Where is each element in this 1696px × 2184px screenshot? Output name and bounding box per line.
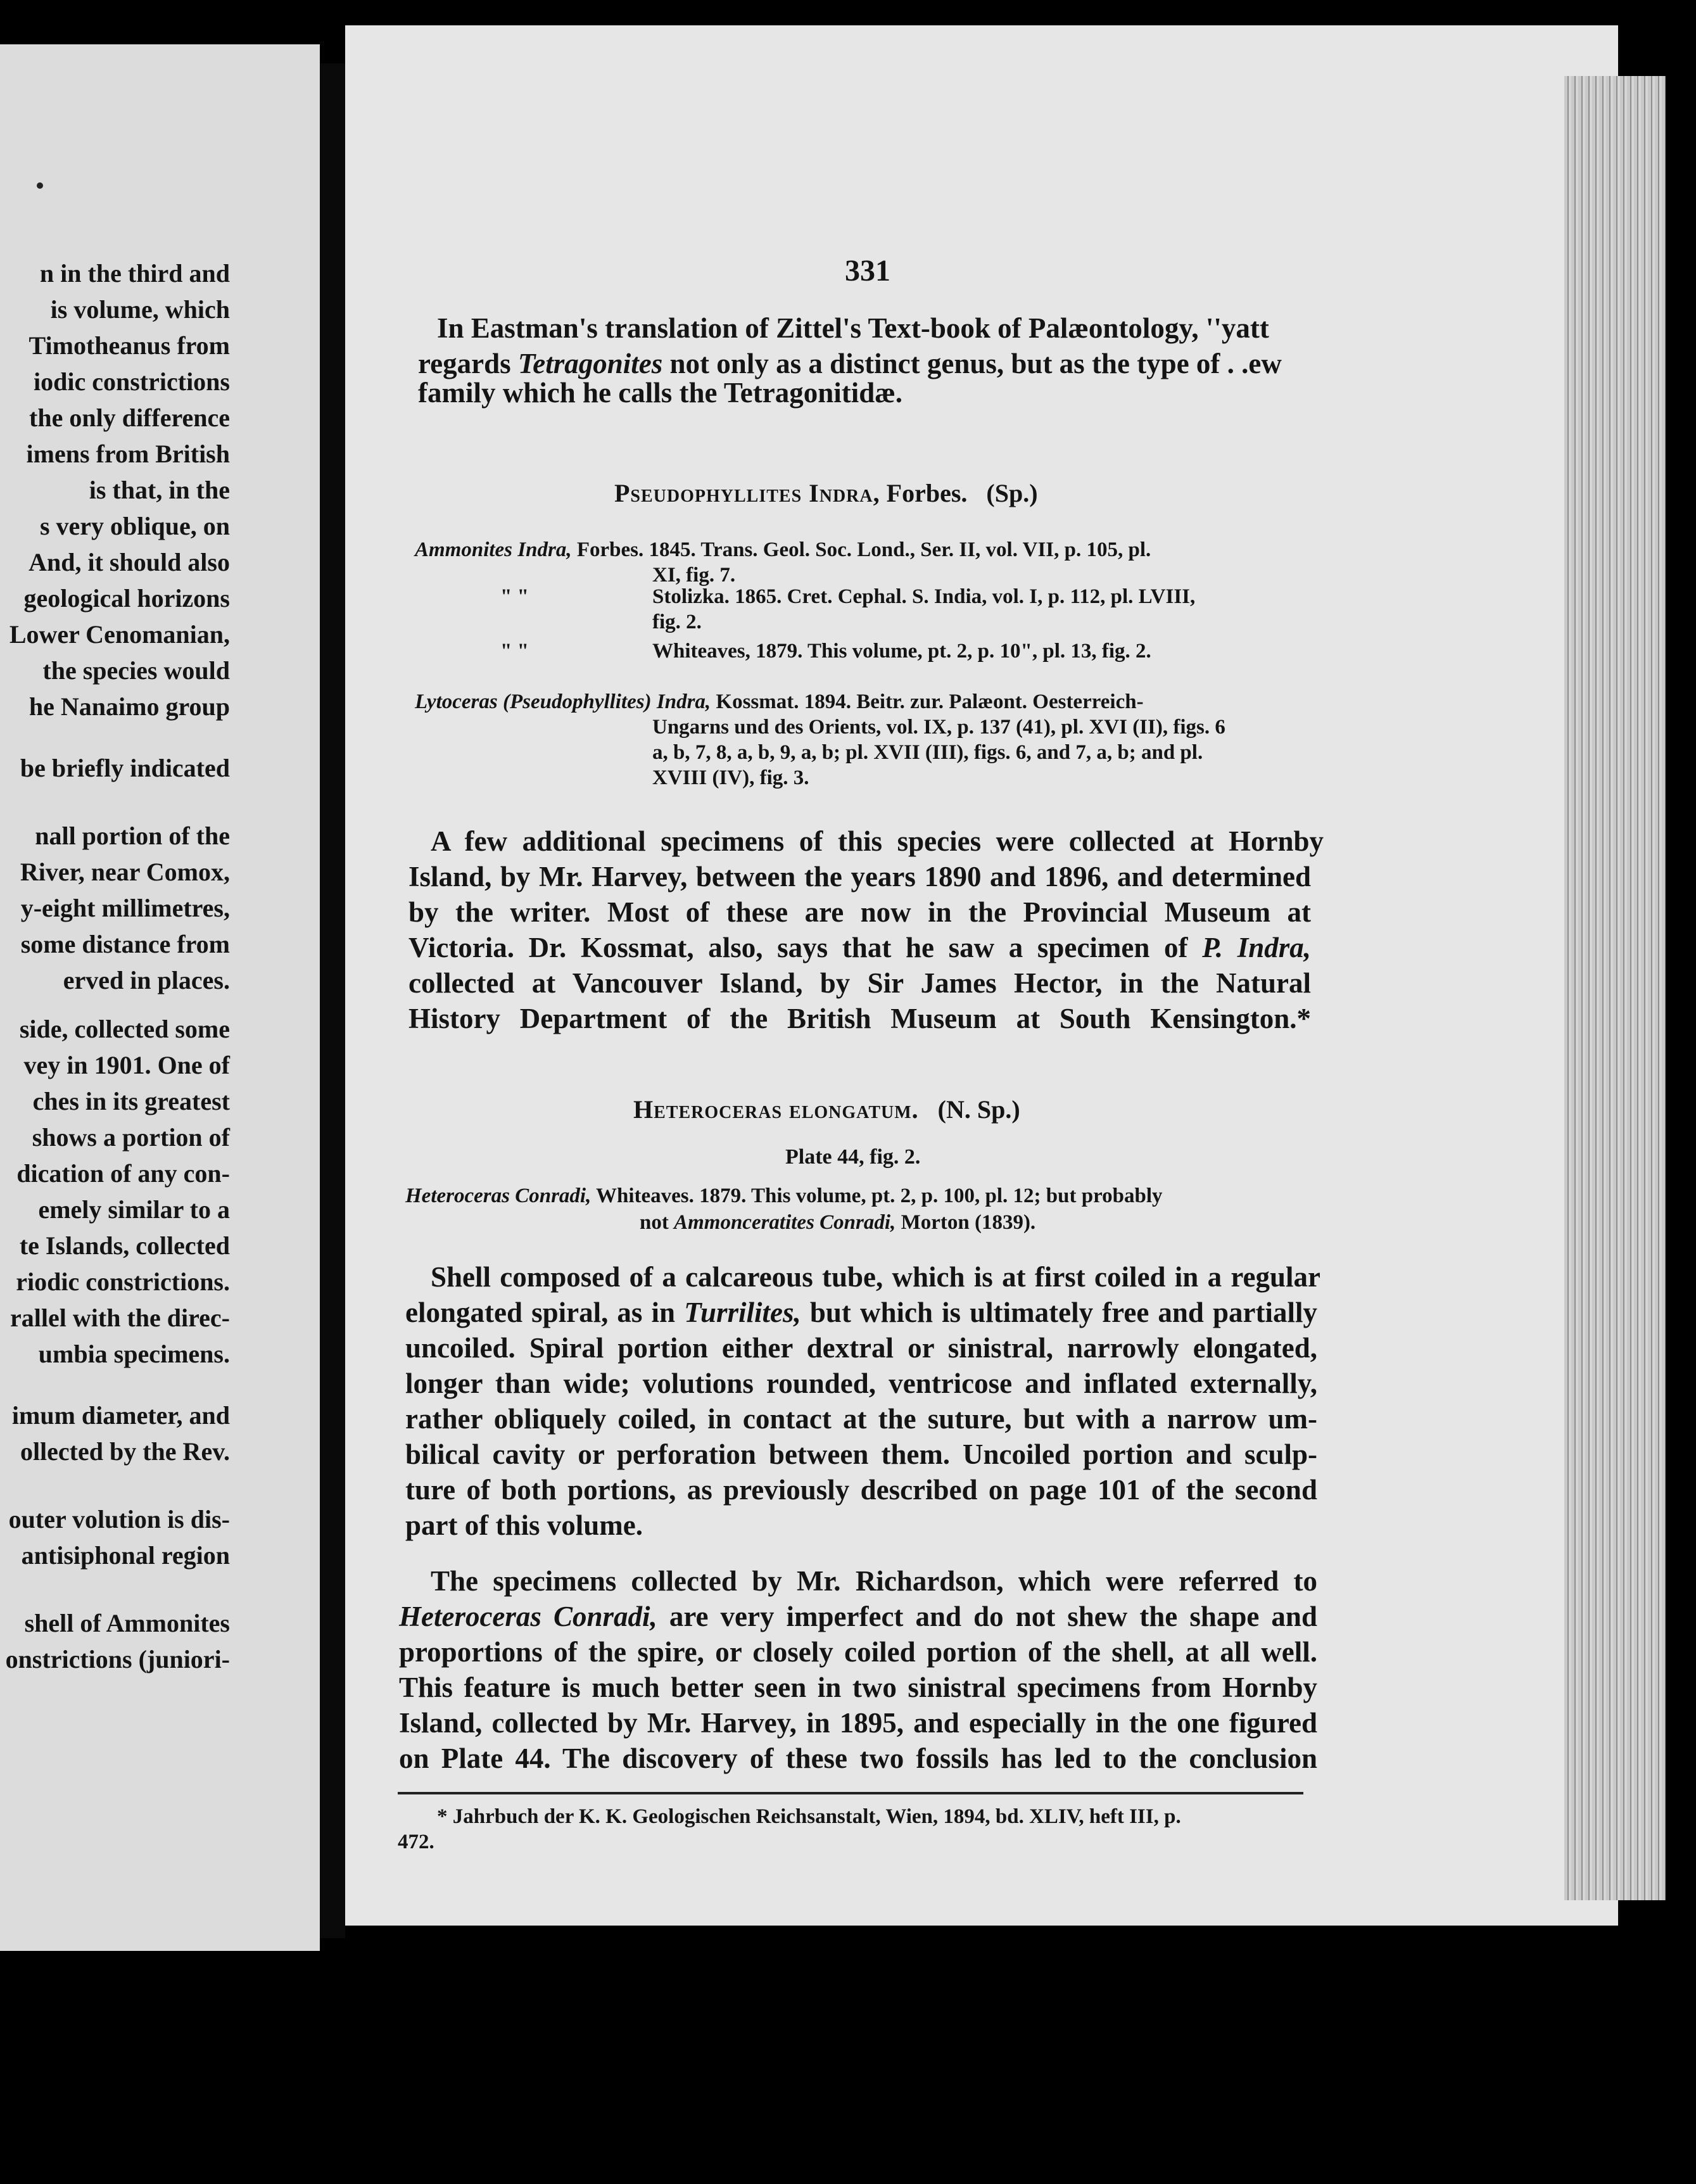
left-page-line: erved in places.	[63, 966, 230, 994]
left-page-line: side, collected some	[19, 1015, 230, 1043]
description-line: uncoiled. Spiral portion either dextral or sinistral, narrowly elongated,	[405, 1332, 1317, 1364]
left-page-line: riodic constrictions.	[16, 1267, 230, 1296]
synonymy-ditto: " "	[500, 585, 529, 608]
paragraph-line: History Department of the British Museum at South Kensington.*	[408, 1003, 1311, 1034]
page-number: 331	[845, 254, 890, 288]
description-line: part of this volume.	[405, 1509, 643, 1541]
left-page-line: be briefly indicated	[20, 754, 230, 782]
description-line: bilical cavity or perforation between them. Uncoiled portion and sculp-	[405, 1438, 1317, 1470]
left-page-line: n in the third and	[39, 259, 230, 288]
description-line: ture of both portions, as previously described on page 101 of the second	[405, 1474, 1317, 1506]
description-line: longer than wide; volutions rounded, ventricose and inflated externally,	[405, 1368, 1317, 1399]
left-page-line: dication of any con-	[16, 1159, 230, 1188]
left-page-line: geological horizons	[23, 584, 230, 613]
intro-line-3: family which he calls the Tetragonitidæ.	[418, 377, 903, 409]
synonymy-continuation: XI, fig. 7.	[652, 564, 736, 587]
synonymy-ditto: " "	[500, 640, 529, 663]
left-page-line: antisiphonal region	[21, 1541, 230, 1570]
paragraph-line: by the writer. Most of these are now in the Provincial Museum at	[408, 896, 1311, 928]
left-page-line: onstrictions (juniori-	[5, 1645, 230, 1673]
left-page-line: he Nanaimo group	[28, 692, 230, 721]
left-page-line: River, near Comox,	[20, 858, 230, 886]
left-page-line: s very oblique, on	[39, 512, 230, 540]
left-page-line: shell of Ammonites	[24, 1609, 230, 1637]
intro-line-2: regards Tetragonites not only as a distinct genus, but as the type of . .ew	[418, 348, 1282, 379]
paragraph-line: Island, by Mr. Harvey, between the years 1890 and 1896, and determined	[408, 861, 1311, 892]
book-gutter	[320, 63, 345, 1938]
left-page-line: te Islands, collected	[19, 1231, 230, 1260]
synonymy-entry: Stolizka. 1865. Cret. Cephal. S. India, vol. I, p. 112, pl. LVIII,	[652, 585, 1196, 608]
left-page-line: outer volution is dis-	[8, 1505, 230, 1533]
synonymy-entry: Heteroceras Conradi, Whiteaves. 1879. This volume, pt. 2, p. 100, pl. 12; but probably	[405, 1184, 1163, 1207]
left-page-line: ollected by the Rev.	[20, 1437, 230, 1466]
paragraph-line: A few additional specimens of this species were collected at Hornby	[431, 825, 1324, 857]
footnote-line: * Jahrbuch der K. K. Geologischen Reichsanstalt, Wien, 1894, bd. XLIV, heft III, p.	[437, 1805, 1181, 1828]
left-page-line: Timotheanus from	[28, 331, 230, 360]
left-page-line: the only difference	[29, 403, 230, 432]
species-heading-pseudophyllites: Pseudophyllites Indra, Forbes. (Sp.)	[614, 479, 1038, 507]
left-page-line: emely similar to a	[38, 1195, 230, 1224]
left-page-line: umbia specimens.	[38, 1340, 230, 1368]
left-page-line: is that, in the	[89, 476, 230, 504]
synonymy-continuation: a, b, 7, 8, a, b, 9, a, b; pl. XVII (III), figs. 6, and 7, a, b; and pl.	[652, 741, 1203, 764]
paragraph-line: on Plate 44. The discovery of these two fossils has led to the conclusion	[399, 1743, 1317, 1774]
footnote-line: 472.	[398, 1831, 434, 1853]
left-page-line: Lower Cenomanian,	[9, 620, 230, 649]
paragraph-line: Victoria. Dr. Kossmat, also, says that he saw a specimen of P. Indra,	[408, 932, 1311, 963]
left-page-line: And, it should also	[28, 548, 230, 576]
synonymy-continuation: fig. 2.	[652, 611, 702, 633]
left-page-line: some distance from	[20, 930, 230, 958]
left-page-line: iodic constrictions	[34, 367, 230, 396]
footnote-rule	[398, 1792, 1303, 1794]
synonymy-entry: Ammonites Indra, Forbes. 1845. Trans. Geol. Soc. Lond., Ser. II, vol. VII, p. 105, pl.	[415, 538, 1151, 561]
synonymy-continuation: Ungarns und des Orients, vol. IX, p. 137 (41), pl. XVI (II), figs. 6	[652, 716, 1225, 739]
paragraph-line: Heteroceras Conradi, are very imperfect and do not shew the shape and	[399, 1601, 1317, 1632]
description-line: Shell composed of a calcareous tube, which is at first coiled in a regular	[431, 1261, 1320, 1293]
paragraph-line: collected at Vancouver Island, by Sir James Hector, in the Natural	[408, 967, 1311, 999]
paragraph-line: The specimens collected by Mr. Richardson, which were referred to	[431, 1565, 1317, 1597]
left-page-line: imens from British	[26, 440, 230, 468]
left-page	[0, 44, 320, 1951]
description-line: elongated spiral, as in Turrilites, but which is ultimately free and partially	[405, 1297, 1317, 1328]
left-page-line: the species would	[42, 656, 230, 685]
plate-reference: Plate 44, fig. 2.	[785, 1145, 921, 1169]
left-page-line: nall portion of the	[35, 822, 230, 850]
paragraph-line: proportions of the spire, or closely coiled portion of the shell, at all well.	[399, 1636, 1317, 1668]
paragraph-line: This feature is much better seen in two sinistral specimens from Hornby	[399, 1672, 1317, 1703]
left-page-line: imum diameter, and	[11, 1401, 230, 1430]
ink-dot	[37, 182, 43, 189]
left-page-line: y-eight millimetres,	[20, 894, 230, 922]
left-page-line: shows a portion of	[32, 1123, 230, 1152]
intro-line-1: In Eastman's translation of Zittel's Text-book of Palæontology, ''yatt	[437, 312, 1269, 344]
synonymy-continuation: XVIII (IV), fig. 3.	[652, 766, 809, 789]
left-page-line: ches in its greatest	[32, 1087, 230, 1115]
synonymy-continuation: not Ammonceratites Conradi, Morton (1839).	[640, 1211, 1036, 1234]
left-page-line: rallel with the direc-	[10, 1304, 230, 1332]
left-page-line: is volume, which	[50, 295, 230, 324]
synonymy-entry: Whiteaves, 1879. This volume, pt. 2, p. 10", pl. 13, fig. 2.	[652, 640, 1151, 663]
page-edges	[1564, 76, 1666, 1900]
left-page-line: vey in 1901. One of	[23, 1051, 230, 1079]
description-line: rather obliquely coiled, in contact at the suture, but with a narrow um-	[405, 1403, 1317, 1435]
paragraph-line: Island, collected by Mr. Harvey, in 1895, and especially in the one figured	[399, 1707, 1317, 1739]
synonymy-entry: Lytoceras (Pseudophyllites) Indra, Kossmat. 1894. Beitr. zur. Palæont. Oesterreich-	[415, 690, 1144, 713]
species-heading-heteroceras: Heteroceras elongatum. (N. Sp.)	[633, 1095, 1020, 1124]
